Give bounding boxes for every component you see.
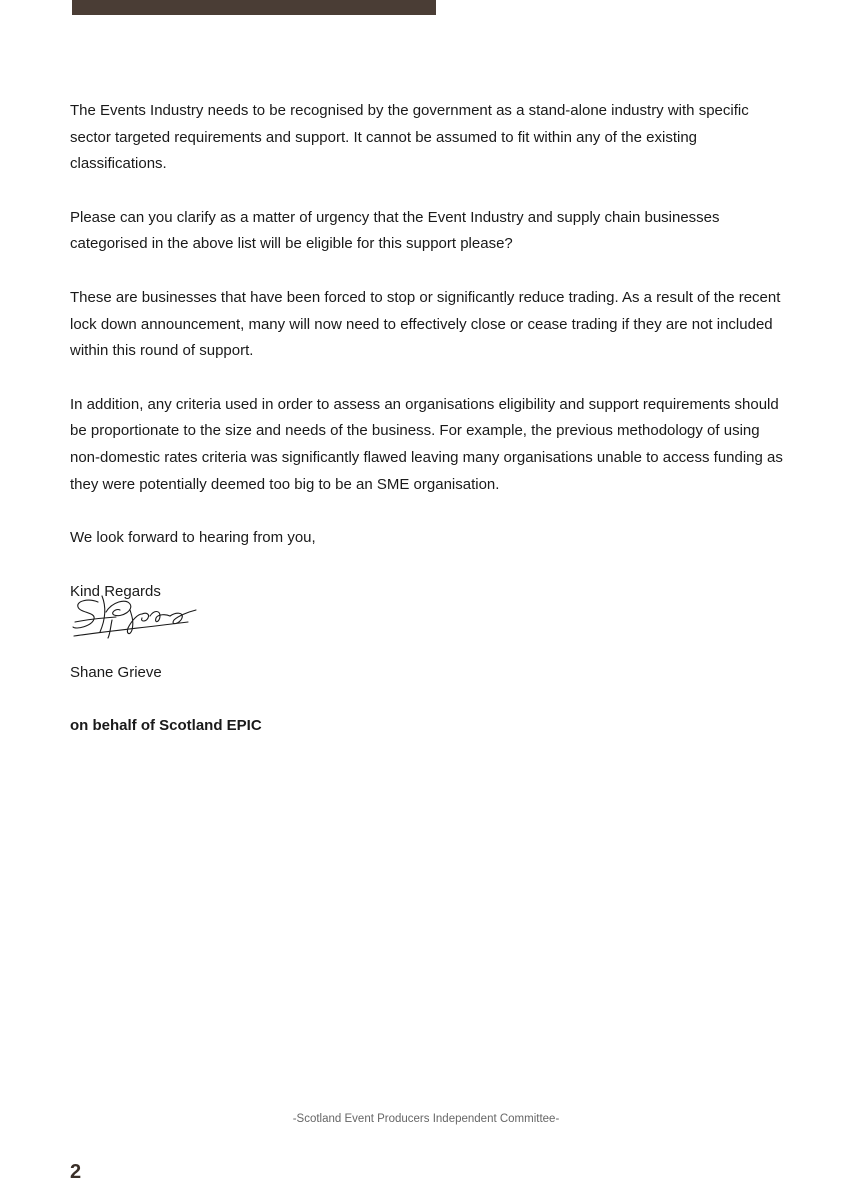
closing-kind-regards: Kind Regards: [70, 582, 161, 600]
letter-body: [70, 98, 792, 605]
page-number: 2: [70, 1161, 82, 1183]
header-bar: [72, 0, 436, 15]
paragraph-look-forward: We look forward to hearing from you,: [70, 529, 316, 547]
paragraph-clarification-request: Please can you clarify as a matter of urgency that the Event Industry and supply chain businesses categorised in the above list will be eligible for this support please?: [70, 208, 720, 253]
paragraph-events-industry-recognition: The Events Industry needs to be recognised by the government as a stand-alone industry with specific sector targeted requirements and support. It cannot be assumed to fit within any of the existing classifications.: [70, 102, 749, 173]
paragraph-eligibility-criteria: In addition, any criteria used in order to assess an organisations eligibility and support requirements should be proportionate to the size and needs of the business. For example, the previous methodology of using non-domestic rates criteria was significantly flawed leaving many organisations unable to access funding as they were potentially deemed too big to be an SME organisation.: [70, 395, 783, 493]
on-behalf-of-organisation: on behalf of Scotland EPIC: [70, 717, 262, 734]
handwritten-signature: [70, 592, 205, 642]
signer-name: Shane Grieve: [70, 664, 162, 681]
footer-organisation: -Scotland Event Producers Independent Committee-: [292, 1113, 560, 1125]
paragraph-forced-to-stop-trading: These are businesses that have been forced to stop or significantly reduce trading. As a result of the recent lock down announcement, many will now need to effectively close or cease trading if they are not included within this round of support.: [70, 288, 781, 360]
